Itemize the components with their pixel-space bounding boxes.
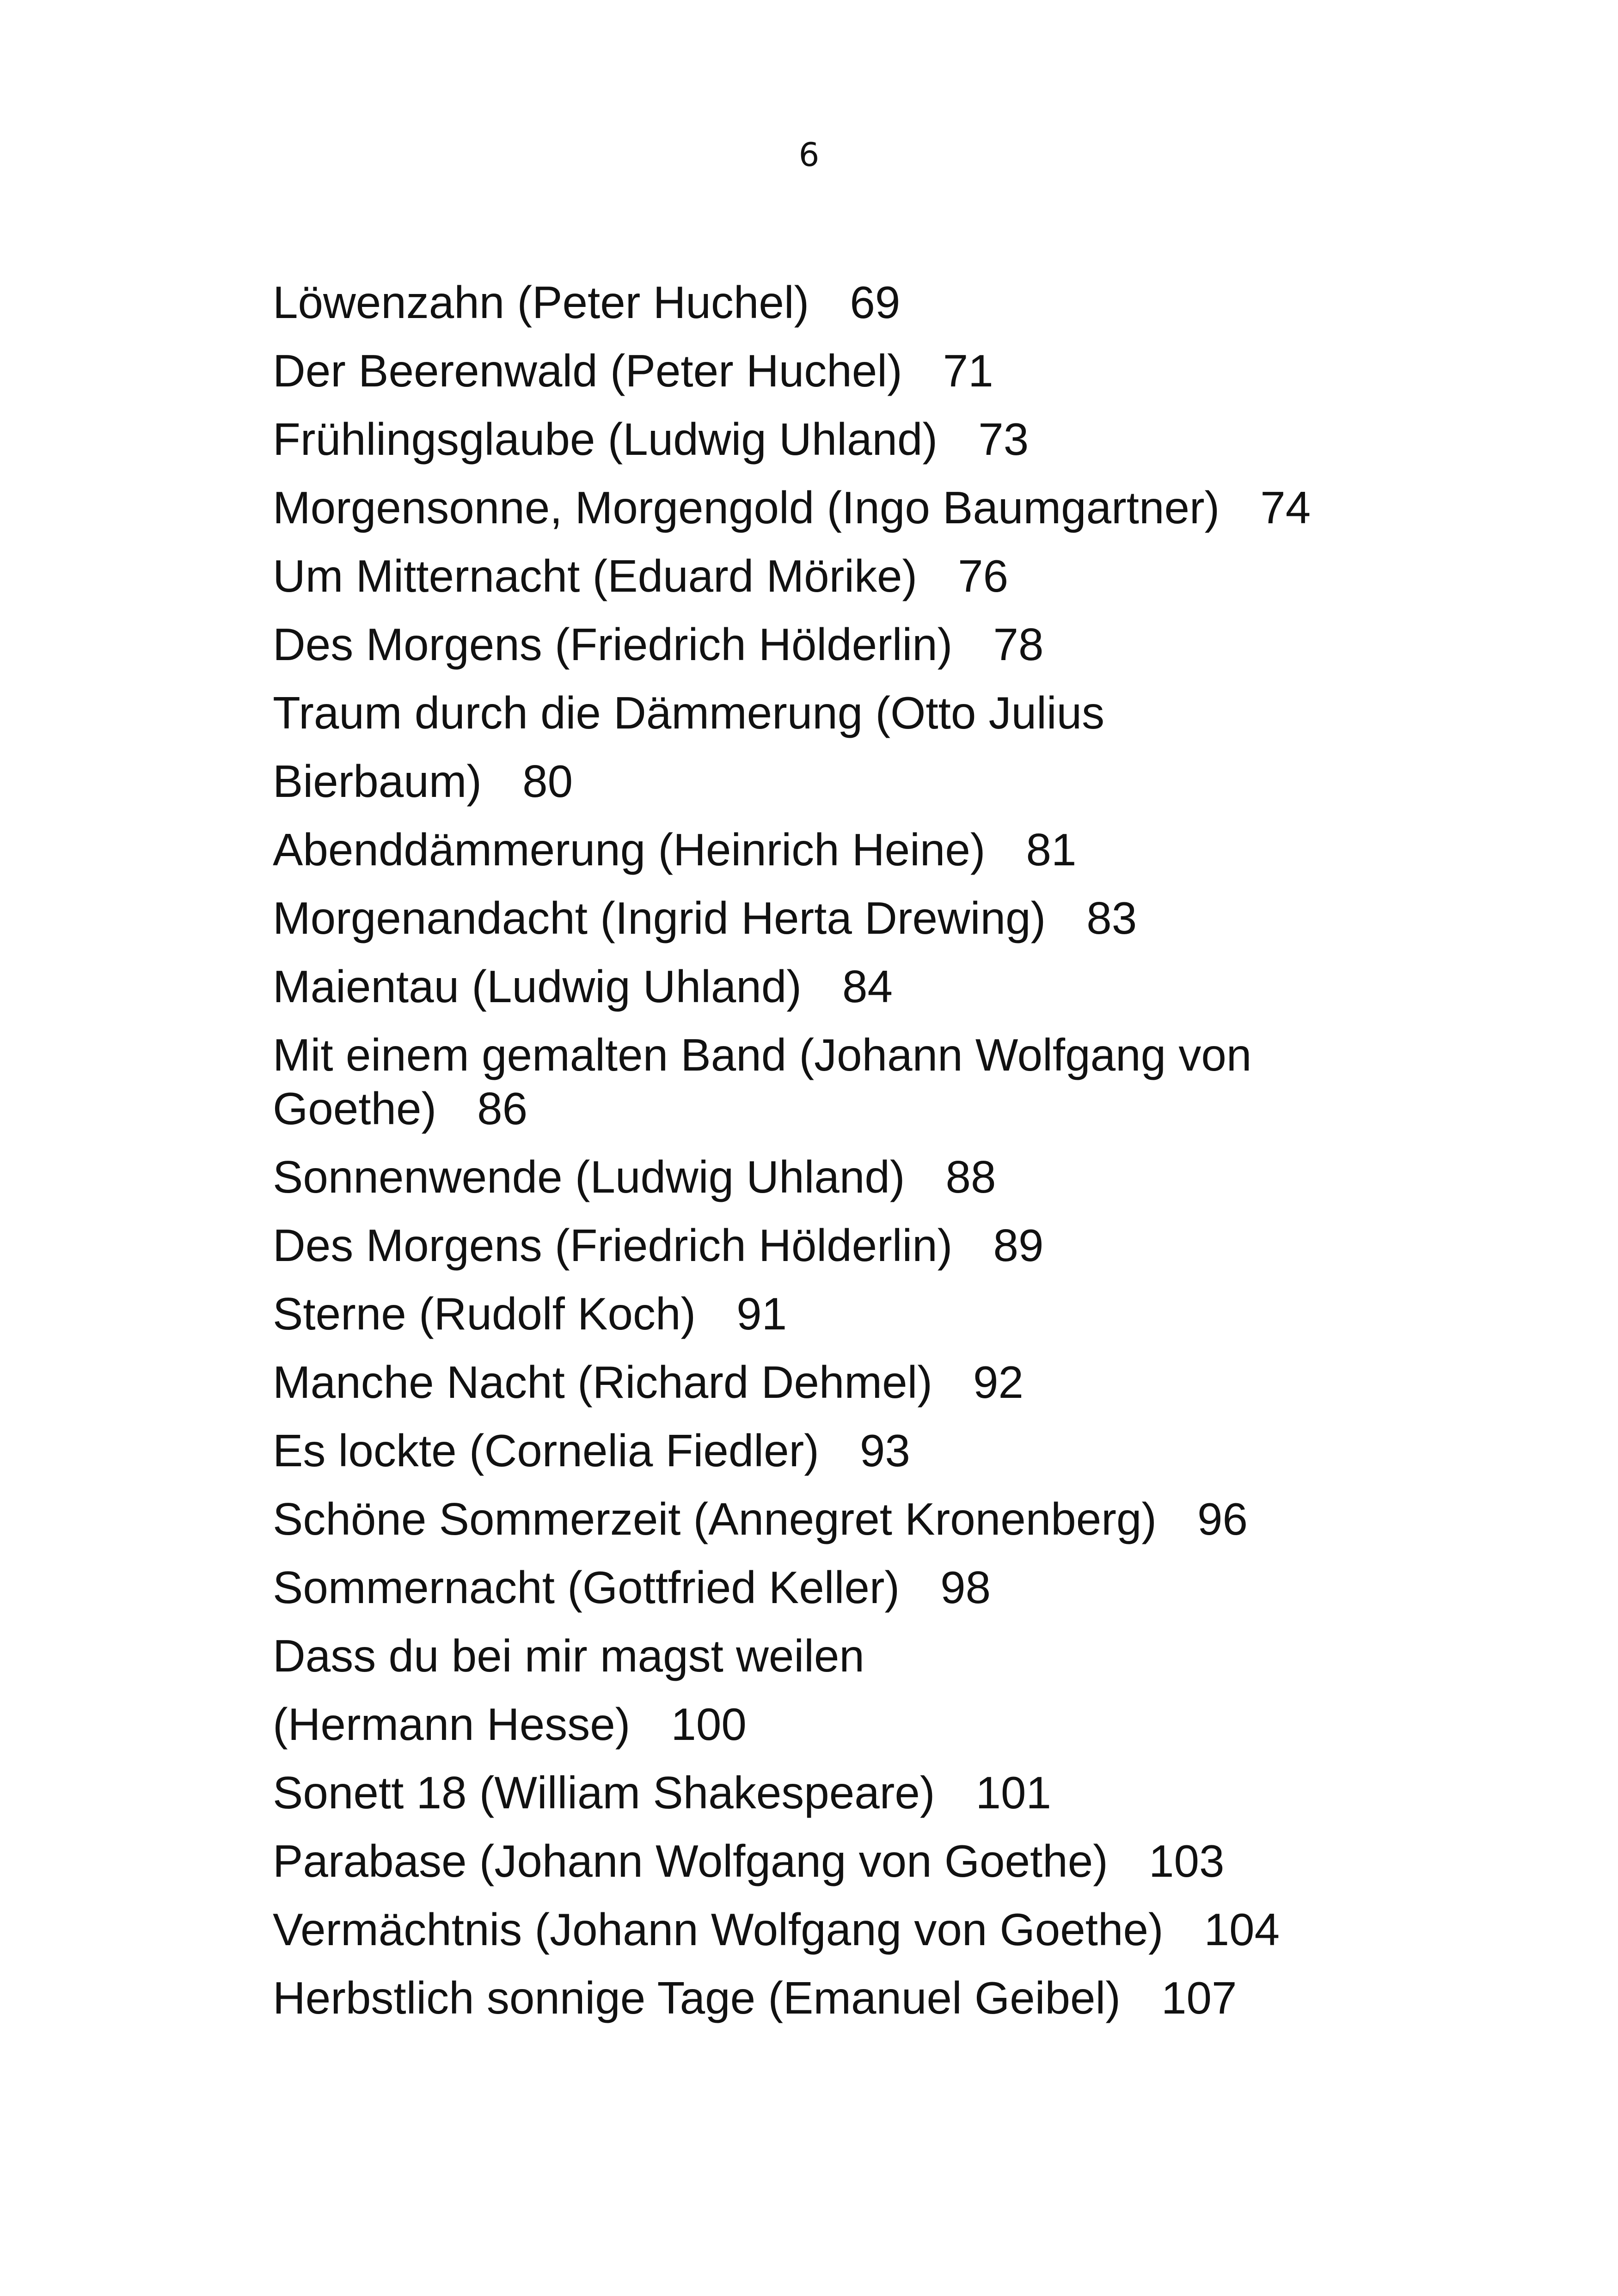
toc-page-number: 107 [1161,1972,1237,2023]
toc-page-number: 86 [477,1083,528,1134]
toc-line [273,1416,1590,1485]
toc-page-number: 98 [940,1562,991,1613]
toc-page-number: 76 [958,551,1009,601]
toc-title: Goethe) [273,1083,437,1134]
toc-line [273,1553,1590,1622]
toc-title: Um Mitternacht (Eduard Mörike) [273,551,918,601]
toc-line [273,405,1590,473]
toc-title: Sommernacht (Gottfried Keller) [273,1562,900,1613]
toc-page-number: 71 [943,345,993,396]
toc-title: Traum durch die Dämmerung (Otto Julius [273,687,1105,738]
page-number: 6 [798,136,820,174]
toc-line [273,747,1590,815]
toc-line [273,337,1590,405]
toc-title: Frühlingsglaube (Ludwig Uhland) [273,414,938,465]
toc-title: Des Morgens (Friedrich Hölderlin) [273,619,953,670]
toc-page-number: 73 [978,414,1029,465]
toc-page-number: 103 [1148,1836,1225,1886]
toc-line [273,610,1590,679]
toc-title: Sterne (Rudolf Koch) [273,1288,696,1339]
toc-line [273,473,1590,542]
toc-line [273,1280,1590,1348]
toc-line [273,1690,1590,1758]
toc-page-number: 78 [993,619,1044,670]
toc-page-number: 88 [945,1151,996,1202]
toc-line [273,542,1590,610]
toc-line [273,952,1590,1021]
toc-line [273,1622,1590,1690]
toc-title: Bierbaum) [273,756,482,807]
toc-page-number: 92 [973,1357,1024,1408]
toc-title: Des Morgens (Friedrich Hölderlin) [273,1220,953,1271]
toc-line [273,679,1590,747]
toc-line [273,1143,1590,1211]
toc-title: Mit einem gemalten Band (Johann Wolfgang von [273,1029,1252,1080]
toc-line [273,1211,1590,1280]
toc-line [273,1348,1590,1416]
table-of-contents [273,268,1590,2032]
toc-line [273,268,1590,337]
toc-line [273,884,1590,952]
toc-title: Schöne Sommerzeit (Annegret Kronenberg) [273,1494,1157,1544]
toc-title: Der Beerenwald (Peter Huchel) [273,345,902,396]
toc-line [273,1485,1590,1553]
toc-title: Parabase (Johann Wolfgang von Goethe) [273,1836,1108,1886]
toc-title: Herbstlich sonnige Tage (Emanuel Geibel) [273,1972,1121,2023]
toc-page-number: 81 [1026,824,1077,875]
toc-title: Sonett 18 (William Shakespeare) [273,1767,935,1818]
toc-title: Es lockte (Cornelia Fiedler) [273,1425,819,1476]
toc-page-number: 101 [975,1767,1052,1818]
toc-title: Morgenandacht (Ingrid Herta Drewing) [273,893,1046,943]
toc-title: Sonnenwende (Ludwig Uhland) [273,1151,905,1202]
toc-line [273,1964,1590,2032]
toc-page-number: 91 [736,1288,787,1339]
toc-line [273,1827,1590,1895]
toc-title: Manche Nacht (Richard Dehmel) [273,1357,932,1408]
toc-page-number: 96 [1197,1494,1248,1544]
toc-page-number: 84 [842,961,893,1012]
toc-title: Vermächtnis (Johann Wolfgang von Goethe) [273,1904,1164,1955]
toc-line [273,1895,1590,1964]
toc-page-number: 69 [850,277,901,328]
toc-title: Morgensonne, Morgengold (Ingo Baumgartner) [273,482,1220,533]
toc-page-number: 89 [993,1220,1044,1271]
toc-title: Maientau (Ludwig Uhland) [273,961,802,1012]
toc-page-number: 80 [522,756,573,807]
toc-page-number: 93 [859,1425,910,1476]
toc-page-number: 74 [1260,482,1311,533]
toc-line [273,1082,1590,1135]
toc-title: Dass du bei mir magst weilen [273,1630,864,1681]
toc-line [273,815,1590,884]
toc-page-number: 83 [1086,893,1137,943]
toc-page-number: 104 [1204,1904,1280,1955]
toc-title: (Hermann Hesse) [273,1699,631,1750]
toc-title: Löwenzahn (Peter Huchel) [273,277,809,328]
toc-line [273,1028,1590,1082]
toc-title: Abenddämmerung (Heinrich Heine) [273,824,986,875]
toc-line [273,1758,1590,1827]
toc-page-number: 100 [671,1699,747,1750]
